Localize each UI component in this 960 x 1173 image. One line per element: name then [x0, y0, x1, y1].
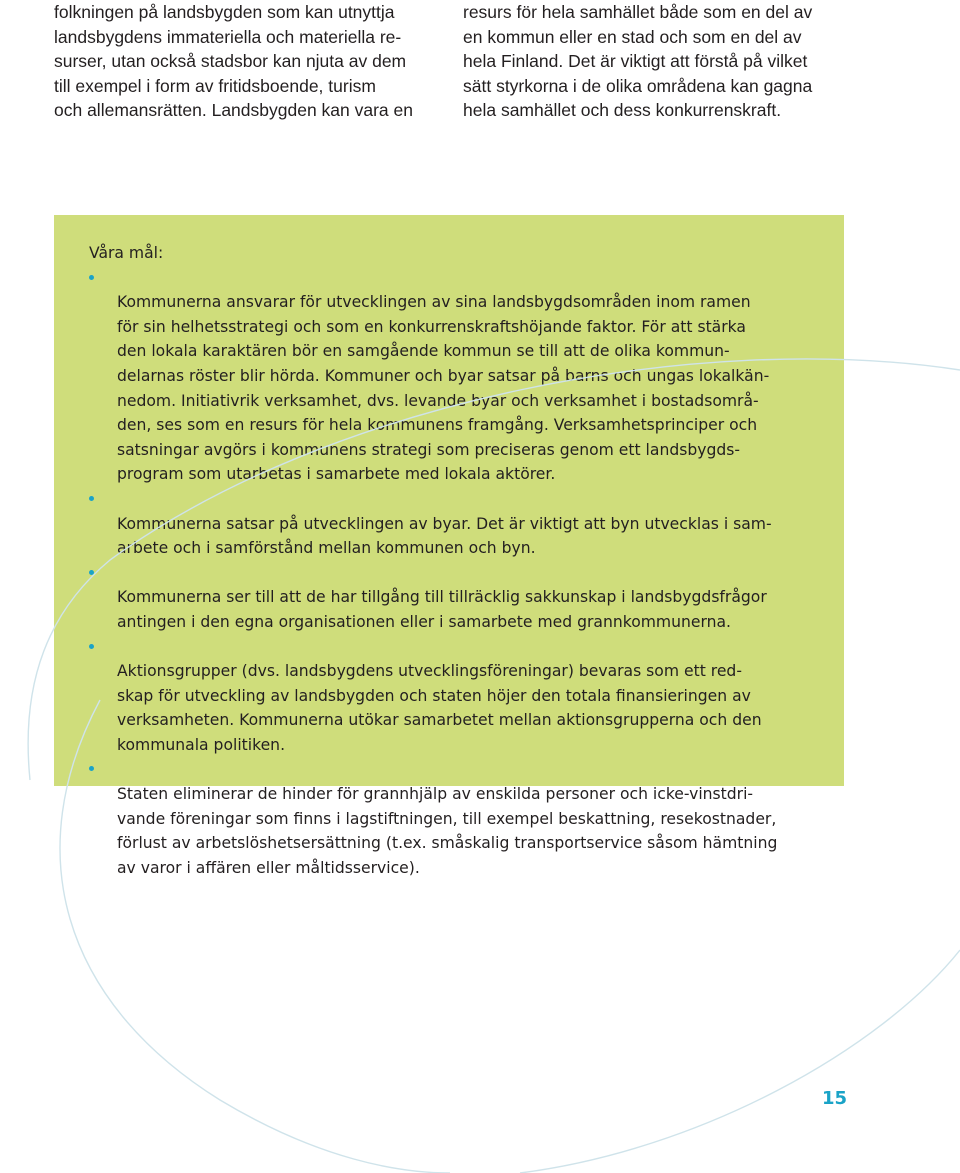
goal-item-text: Kommunerna satsar på utvecklingen av byar. Det är viktigt att byn utvecklas i sam- arbete och i samförstånd mellan kommunen och byn.	[117, 514, 772, 558]
decorative-arc-right	[520, 950, 960, 1173]
bullet-icon	[89, 275, 94, 280]
goal-item-text: Staten eliminerar de hinder för grannhjälp av enskilda personer och icke-vinstdri- vande föreningar som finns i lagstiftningen, till exempel beskattning, resekostnader, förlust av arbetslöshetsersättning (t.ex. småskalig transportservice såsom hämtning av varor i affären eller måltidsservice).	[117, 785, 778, 877]
bullet-icon	[89, 766, 94, 771]
body-column-right	[463, 0, 863, 123]
goals-box	[54, 215, 844, 877]
bullet-icon	[89, 644, 94, 649]
bullet-icon	[89, 570, 94, 575]
goal-item	[89, 757, 814, 880]
goal-item	[89, 561, 814, 635]
goal-item-text: Aktionsgrupper (dvs. landsbygdens utvecklingsföreningar) bevaras som ett red- skap för utveckling av landsbygden och staten höjer den totala finansieringen av verksamheten. Kommunerna utökar samarbetet mellan aktionsgrupperna och den kommunala politiken.	[117, 662, 762, 754]
goals-heading: Våra mål:	[89, 244, 164, 262]
goal-item	[89, 487, 814, 561]
body-text-right: resurs för hela samhället både som en del av en kommun eller en stad och som en del av hela Finland. Det är viktigt att förstå på vilket sätt styrkorna i de olika områdena kan gagna hela samhället och dess konkurrenskraft.	[463, 2, 813, 120]
body-column-left	[54, 0, 434, 123]
page-number: 15	[822, 1088, 848, 1109]
goal-item-text: Kommunerna ser till att de har tillgång till tillräcklig sakkunskap i landsbygdsfrågor antingen i den egna organisationen eller i samarbete med grannkommunerna.	[117, 588, 767, 631]
body-text-left: folkningen på landsbygden som kan utnyttja landsbygdens immateriella och materiella re- surser, utan också stadsbor kan njuta av dem till exempel i form av fritidsboende, turism och allemansrätten. Landsbygden kan vara en	[54, 2, 413, 120]
goals-list	[89, 266, 814, 881]
goal-item	[89, 266, 814, 487]
goal-item-text: Kommunerna ansvarar för utvecklingen av sina landsbygdsområden inom ramen för sin helhetsstrategi och som en konkurrenskraftshöjande faktor. För att stärka den lokala karaktären bör en samgående kommun se till att de olika kommun- delarnas röster blir hörda. Kommuner och byar satsar på barns och ungas lokalkän- nedom. Initiativrik verksamhet, dvs. levande byar och verksamhet i bostadsområ- den, ses som en resurs för hela kommunens framgång. Verksamhetsprinciper och satsningar avgörs i kommunens strategi som preciseras genom ett landsbygds- program som utarbetas i samarbete med lokala aktörer.	[117, 293, 770, 484]
bullet-icon	[89, 496, 94, 501]
goal-item	[89, 635, 814, 758]
